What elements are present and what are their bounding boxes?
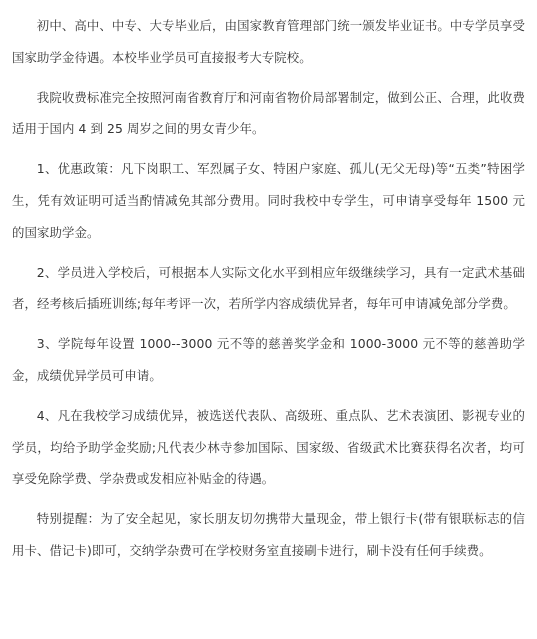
paragraph-preferential-policy: 1、优惠政策：凡下岗职工、军烈属子女、特困户家庭、孤儿(无父无母)等“五类”特困学生，凭有效证明可适当酌情减免其部分费用。同时我校中专学生，可申请享受每年 1500 元的国家助学金。 xyxy=(12,161,525,240)
paragraph-payment-reminder: 特别提醒：为了安全起见，家长朋友切勿携带大量现金，带上银行卡(带有银联标志的信用卡、借记卡)即可，交纳学杂费可在学校财务室直接刷卡进行，刷卡没有任何手续费。 xyxy=(12,511,525,558)
paragraph-graduation: 初中、高中、中专、大专毕业后，由国家教育管理部门统一颁发毕业证书。中专学员享受国家助学金待遇。本校毕业学员可直接报考大专院校。 xyxy=(12,18,525,65)
paragraph-fee-standard: 我院收费标准完全按照河南省教育厅和河南省物价局部署制定，做到公正、合理，此收费适用于国内 4 到 25 周岁之间的男女青少年。 xyxy=(12,89,525,137)
paragraph-excellence-reward: 4、凡在我校学习成绩优异，被选送代表队、高级班、重点队、艺术表演团、影视专业的学员，均给予助学金奖励;凡代表少林寺参加国际、国家级、省级武术比赛获得名次者，均可享受免除学费、学杂费或发相应补贴金的待遇。 xyxy=(12,408,525,487)
paragraph-scholarship: 3、学院每年设置 1000--3000 元不等的慈善奖学金和 1000-3000 元不等的慈善助学金，成绩优异学员可申请。 xyxy=(12,336,525,383)
paragraph-class-placement: 2、学员进入学校后，可根据本人实际文化水平到相应年级继续学习，具有一定武术基础者，经考核后插班训练;每年考评一次，若所学内容成绩优异者，每年可申请减免部分学费。 xyxy=(12,264,525,312)
